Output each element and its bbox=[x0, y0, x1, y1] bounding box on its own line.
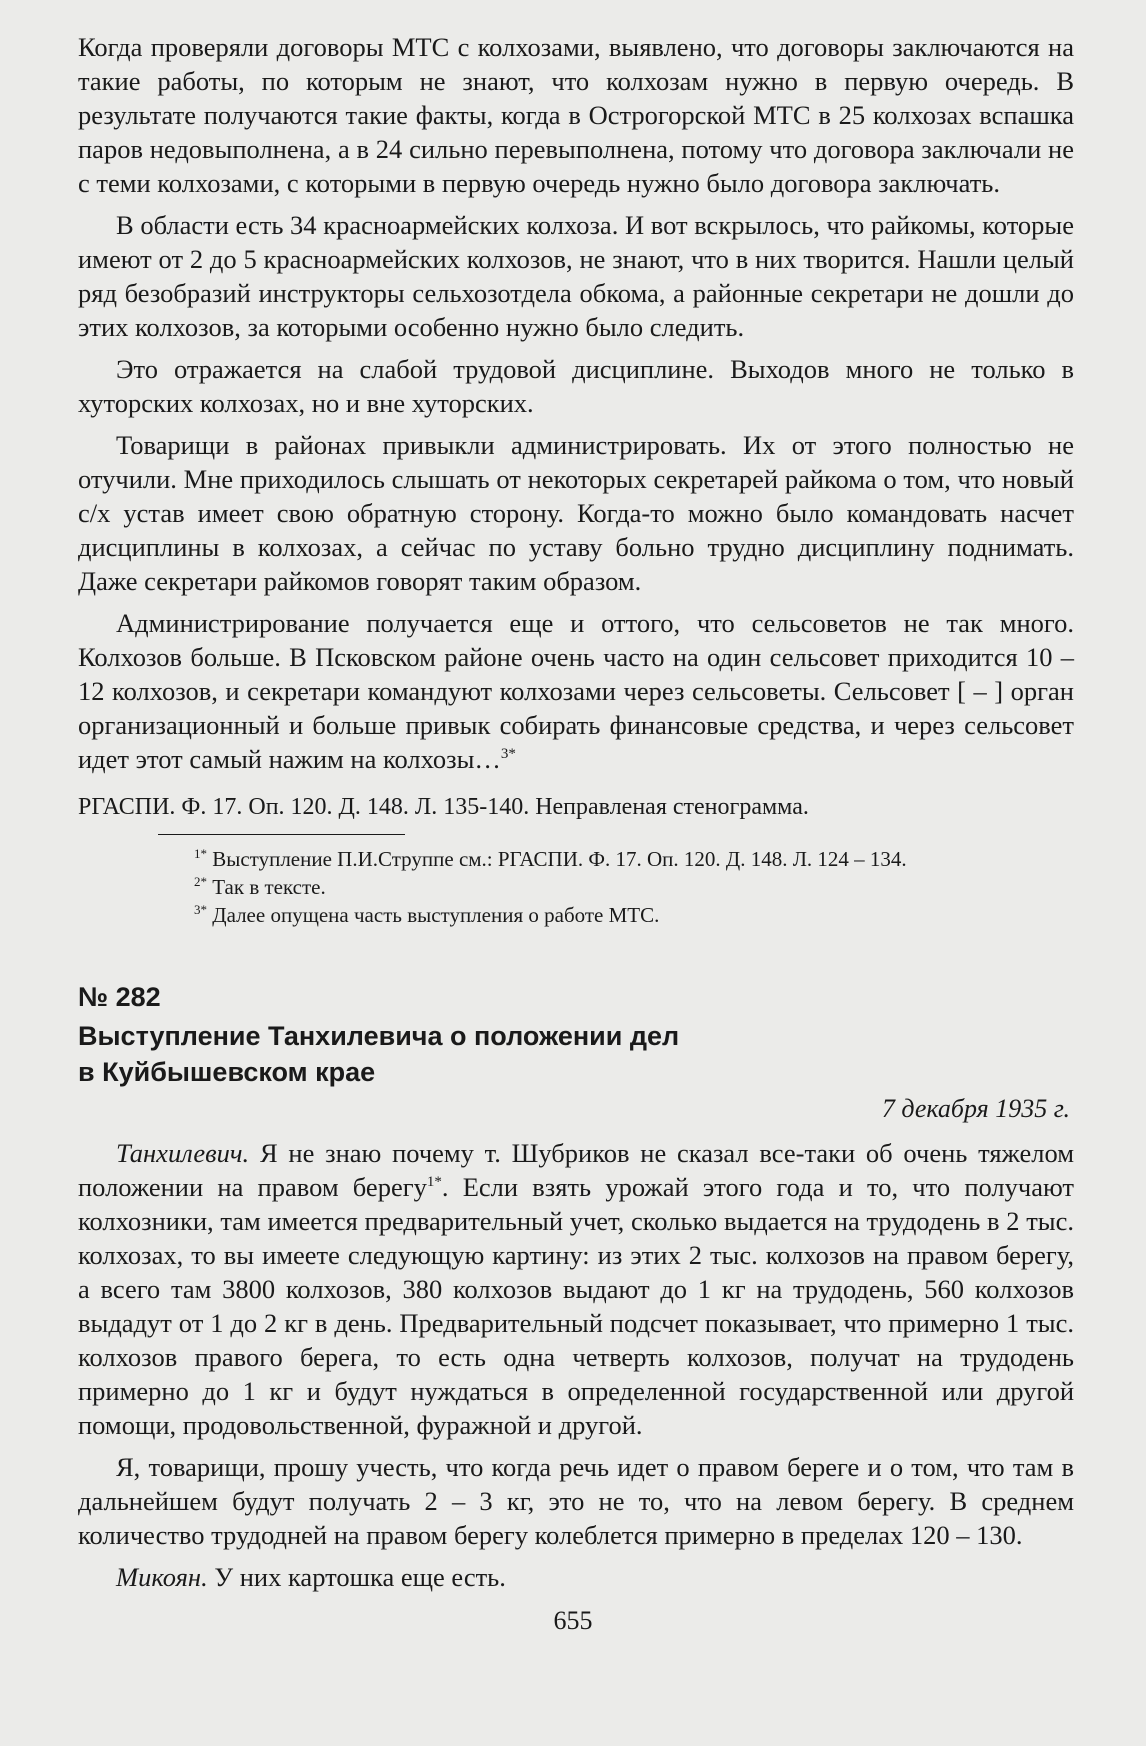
paragraph-text: Я не знаю почему т. Шубриков не сказал все-таки об очень тяжелом положении на правом берегу bbox=[78, 1138, 1074, 1202]
speaker-name: Танхилевич. bbox=[116, 1138, 250, 1168]
footnote-text: Так в тексте. bbox=[212, 875, 326, 899]
footnotes bbox=[78, 834, 1074, 929]
footnote-text: Далее опущена часть выступления о работе МТС. bbox=[212, 903, 660, 927]
footnote bbox=[194, 873, 1074, 901]
footnote bbox=[194, 845, 1074, 873]
paragraph bbox=[78, 606, 1074, 776]
paragraph-text: . Если взять урожай этого года и то, что получают колхозники, там имеется предварительный учет, сколько выдается на трудодень в 2 тыс. колхозах, то вы имеете следующую картину: из этих 2 тыс. колхозов на правом берегу, а всего там 3800 колхозов, 380 колхозов выдают до 1 кг на трудодень, 560 колхозов выдадут от 1 до 2 кг в день. Предварительный подсчет показывает, что примерно 1 тыс. колхозов правого берега, то есть одна четверть колхозов, получат на трудодень примерно до 1 кг и будут нуждаться в определенной государственной или другой помощи, продовольственной, фуражной и другой. bbox=[78, 1172, 1074, 1440]
footnote-mark: 1* bbox=[194, 846, 207, 861]
document-title-line: Выступление Танхилевича о положении дел bbox=[78, 1021, 680, 1051]
archive-source: РГАСПИ. Ф. 17. Оп. 120. Д. 148. Л. 135-140. Неправленая стенограмма. bbox=[78, 794, 809, 820]
paragraph bbox=[78, 1560, 1074, 1594]
speaker-name: Микоян. bbox=[116, 1562, 208, 1592]
paragraph-text: Администрирование получается еще и оттого, что сельсоветов не так много. Колхозов больше. В Псковском районе очень часто на один сельсовет приходится 10 – 12 колхозов, и секретари командуют колхозами через сельсоветы. Сельсовет [ – ] орган организационный и больше привык собирать финансовые средства, и через сельсовет идет этот самый нажим на колхозы… bbox=[78, 608, 1074, 774]
page-number: 655 bbox=[553, 1606, 593, 1635]
document-title-line: в Куйбышевском крае bbox=[78, 1057, 376, 1087]
footnote-mark: 2* bbox=[194, 874, 207, 889]
footnote-mark: 3* bbox=[500, 746, 516, 763]
footnote-mark: 1* bbox=[426, 1174, 442, 1191]
paragraph: Это отражается на слабой трудовой дисциплине. Выходов много не только в хуторских колхозах, но и вне хуторских. bbox=[78, 354, 1074, 418]
speech-text bbox=[78, 1136, 1074, 1602]
paragraph: В области есть 34 красноармейских колхоза. И вот вскрылось, что райкомы, которые имеют от 2 до 5 красноармейских колхозов, не знают, что в них творится. Нашли целый ряд безобразий инструкторы сельхозотдела обкома, а районные секретари не дошли до этих колхозов, за которыми особенно нужно было следить. bbox=[78, 210, 1074, 342]
paragraph: Когда проверяли договоры МТС с колхозами, выявлено, что договоры заключаются на такие работы, по которым не знают, что колхозам нужно в первую очередь. В результате получаются такие факты, когда в Острогорской МТС в 25 колхозах вспашка паров недовыполнена, а в 24 сильно перевыполнена, потому что договора заключали не с теми колхозами, с которыми в первую очередь нужно было договора заключать. bbox=[78, 32, 1074, 198]
paragraph: Товарищи в районах привыкли администрировать. Их от этого полностью не отучили. Мне приходилось слышать от некоторых секретарей райкома о том, что новый с/х устав имеет свою обратную сторону. Когда-то можно было командовать насчет дисциплины в колхозах, а сейчас по уставу больно трудно дисциплину поднимать. Даже секретари райкомов говорят таким образом. bbox=[78, 430, 1074, 596]
footnote-text: Выступление П.И.Струппе см.: РГАСПИ. Ф. 17. Оп. 120. Д. 148. Л. 124 – 134. bbox=[212, 847, 907, 871]
footnote bbox=[194, 901, 1074, 929]
continued-speech bbox=[78, 30, 1074, 784]
paragraph bbox=[78, 1136, 1074, 1442]
document-date: 7 декабря 1935 г. bbox=[881, 1094, 1070, 1123]
document-number: № 282 bbox=[78, 982, 161, 1012]
paragraph: Я, товарищи, прошу учесть, что когда речь идет о правом береге и о том, что там в дальнейшем будут получать 2 – 3 кг, это не то, что на левом берегу. В среднем количество трудодней на правом берегу колеблется примерно в пределах 120 – 130. bbox=[78, 1452, 1074, 1550]
document-title bbox=[78, 1018, 1074, 1090]
footnote-mark: 3* bbox=[194, 902, 207, 917]
paragraph-text: У них картошка еще есть. bbox=[207, 1562, 506, 1592]
